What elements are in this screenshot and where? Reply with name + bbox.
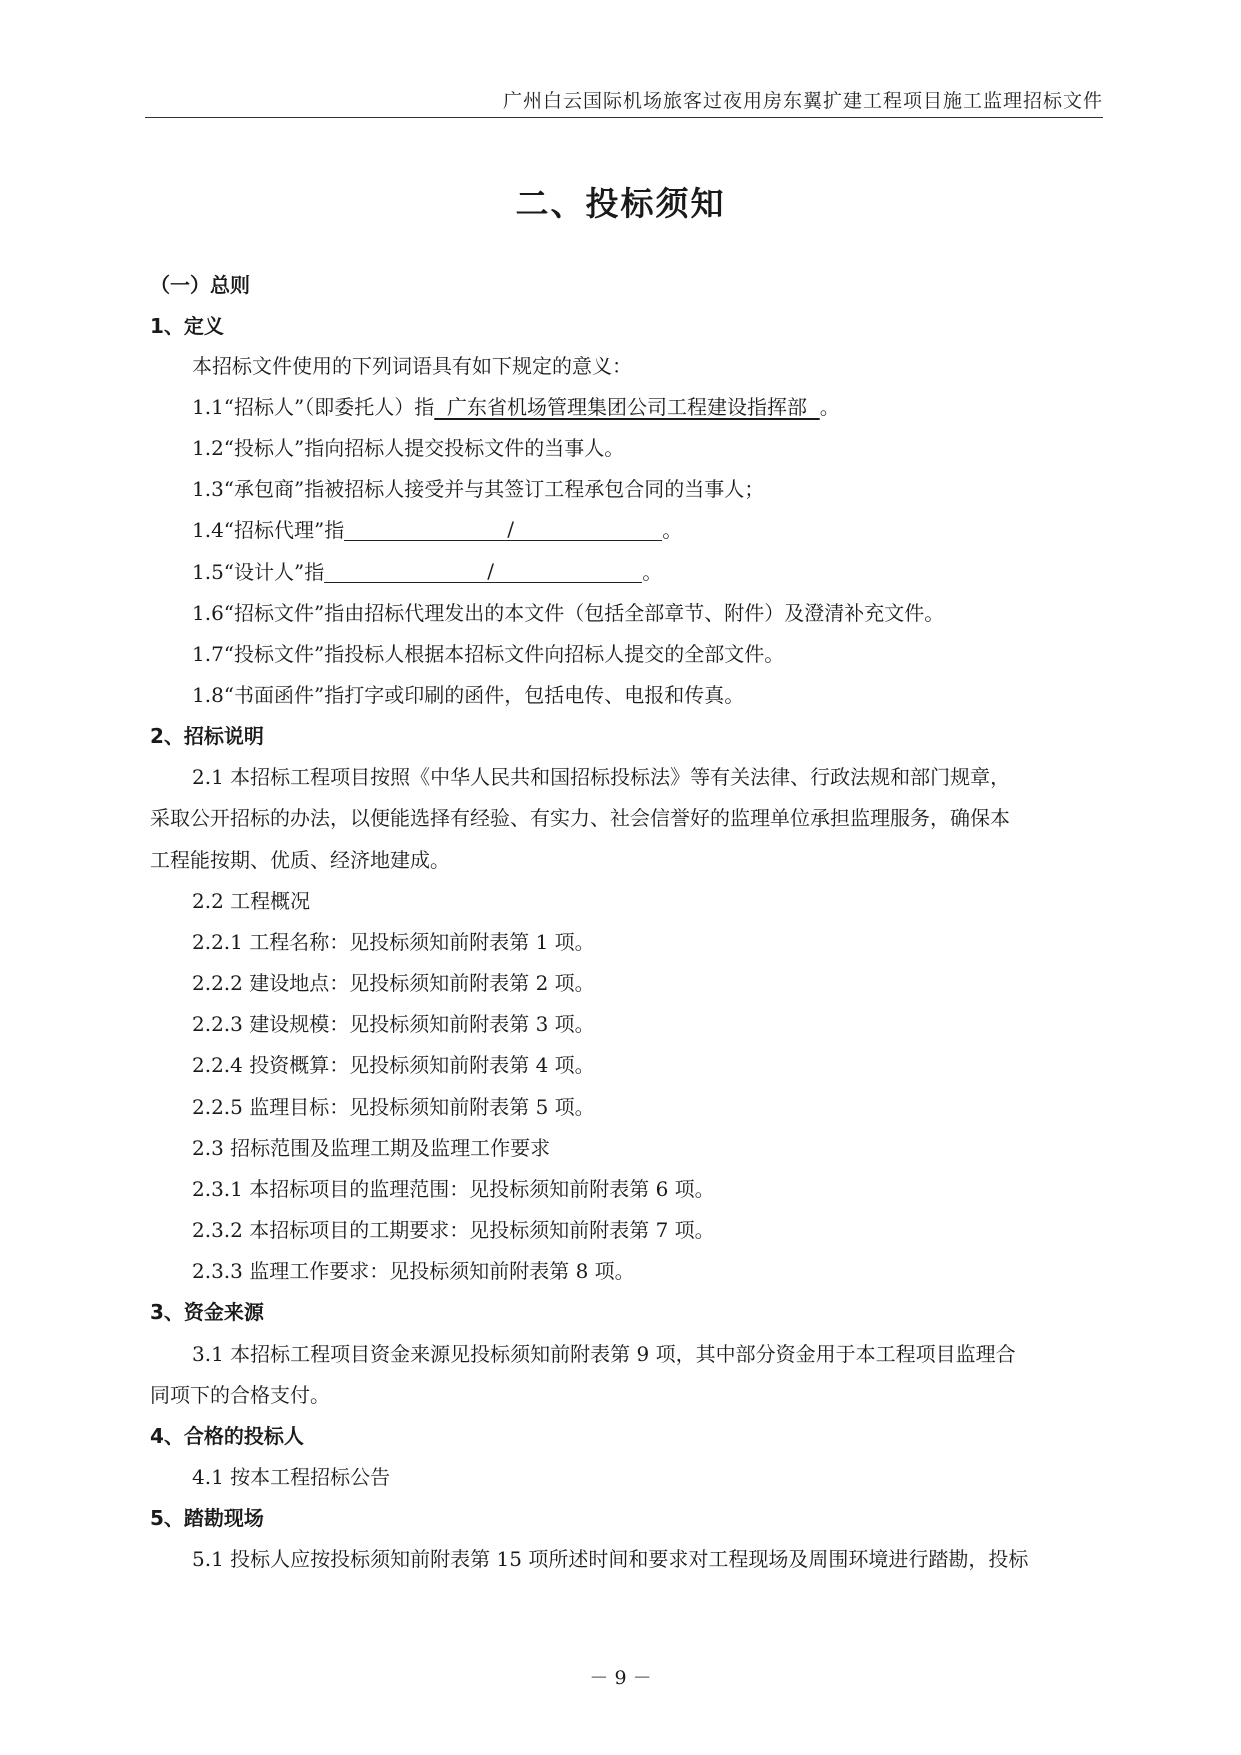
definition-1-2: 1.2“投标人”指向招标人提交投标文件的当事人。 [192,436,625,460]
agent-blank-value: / [507,517,515,541]
section-general: （一）总则 [150,273,250,297]
definition-1-8: 1.8“书面函件”指打字或印刷的函件，包括电传、电报和传真。 [192,683,745,707]
heading-site-visit: 5、踏勘现场 [150,1506,264,1530]
running-header: 广州白云国际机场旅客过夜用房东翼扩建工程项目施工监理招标文件 [502,90,1103,112]
paragraph-2-1-line1: 2.1 本招标工程项目按照《中华人民共和国招标投标法》等有关法律、行政法规和部门规章， [192,765,1011,789]
paragraph-2-2-3: 2.2.3 建设规模：见投标须知前附表第 3 项。 [192,1012,595,1036]
paragraph-2-3-3: 2.3.3 监理工作要求：见投标须知前附表第 8 项。 [192,1259,635,1283]
definition-1-4-end: 。 [662,518,683,542]
paragraph-2-2-4: 2.2.4 投资概算：见投标须知前附表第 4 项。 [192,1053,595,1077]
page-title: 二、投标须知 [515,184,726,223]
definition-1-6: 1.6“招标文件”指由招标代理发出的本文件（包括全部章节、附件）及澄清补充文件。 [192,601,945,625]
paragraph-2-1-line3: 工程能按期、优质、经济地建成。 [150,848,450,872]
heading-eligible-bidders: 4、合格的投标人 [150,1424,304,1448]
page-number: － 9 － [589,1667,652,1689]
designer-blank [324,560,642,583]
definition-1-5-end: 。 [642,560,663,584]
tenderer-name: 广东省机场管理集团公司工程建设指挥部 [434,395,820,419]
paragraph-3-1-line1: 3.1 本招标工程项目资金来源见投标须知前附表第 9 项，其中部分资金用于本工程项目监理合 [192,1342,1016,1366]
paragraph-4-1: 4.1 按本工程招标公告 [192,1465,391,1489]
paragraph-2-3-1: 2.3.1 本招标项目的监理范围：见投标须知前附表第 6 项。 [192,1177,715,1201]
paragraph-3-1-line2: 同项下的合格支付。 [150,1383,330,1407]
paragraph-2-2-5: 2.2.5 监理目标：见投标须知前附表第 5 项。 [192,1095,595,1119]
designer-blank-value: / [487,559,495,583]
definition-1-3: 1.3“承包商”指被招标人接受并与其签订工程承包合同的当事人； [192,477,765,501]
paragraph-2-2: 2.2 工程概况 [192,889,311,913]
heading-definitions: 1、定义 [150,314,224,338]
definition-1-5-label: 1.5“设计人”指 [192,560,325,584]
definition-1-4 [192,515,1103,545]
definition-1-1-label: 1.1“招标人”（即委托人）指 [192,395,435,419]
definition-1-1-end: 。 [819,395,840,419]
definition-1-4-label: 1.4“招标代理”指 [192,518,345,542]
heading-funding: 3、资金来源 [150,1300,264,1324]
paragraph-2-3: 2.3 招标范围及监理工期及监理工作要求 [192,1136,551,1160]
paragraph-2-1-line2: 采取公开招标的办法，以便能选择有经验、有实力、社会信誉好的监理单位承担监理服务，确保本 [150,806,1010,830]
definition-1-7: 1.7“投标文件”指投标人根据本招标文件向招标人提交的全部文件。 [192,642,785,666]
definition-1-1 [192,392,1103,422]
header-divider [145,117,1103,118]
paragraph-5-1-line1: 5.1 投标人应按投标须知前附表第 15 项所述时间和要求对工程现场及周围环境进行踏勘，投标 [192,1547,1029,1571]
definitions-intro: 本招标文件使用的下列词语具有如下规定的意义： [192,354,632,378]
paragraph-2-3-2: 2.3.2 本招标项目的工期要求：见投标须知前附表第 7 项。 [192,1218,715,1242]
paragraph-2-2-2: 2.2.2 建设地点：见投标须知前附表第 2 项。 [192,971,595,995]
definition-1-5 [192,557,1103,587]
agent-blank [344,518,662,541]
heading-tender-description: 2、招标说明 [150,724,264,748]
paragraph-2-2-1: 2.2.1 工程名称：见投标须知前附表第 1 项。 [192,930,595,954]
